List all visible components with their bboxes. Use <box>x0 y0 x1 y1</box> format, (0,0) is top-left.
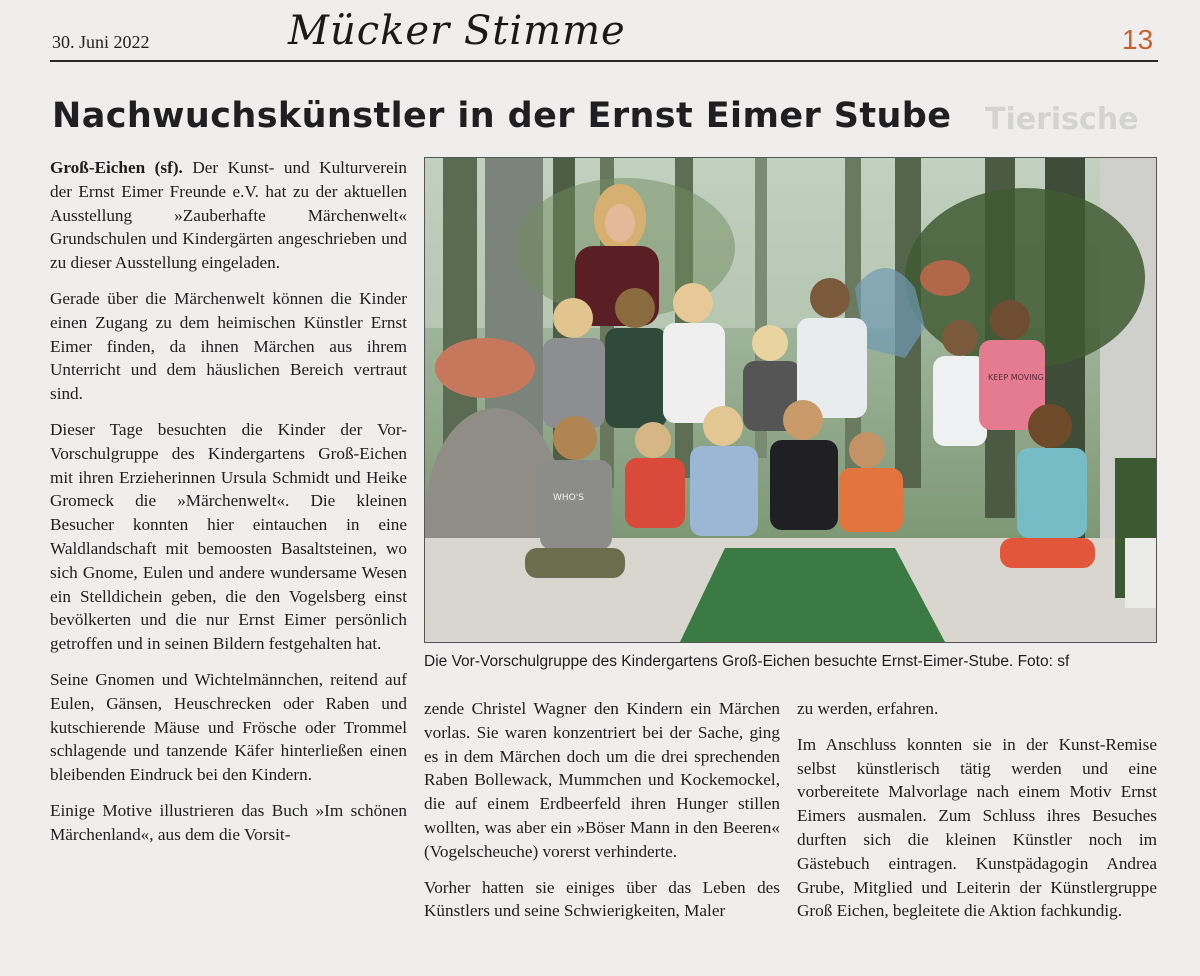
paragraph-4: Seine Gnomen und Wichtelmännchen, reitend auf Eulen, Gänsen, Heuschrecken oder Raben und kutschierende Mäuse und Frösche oder Trommel schlagende und tanzende Käfer hinterließen einen bleibenden Eindruck bei den Kindern. <box>50 669 407 785</box>
header-rule <box>50 60 1158 62</box>
header-date: 30. Juni 2022 <box>52 32 150 52</box>
article-column-3 <box>797 697 1157 935</box>
paragraph-6: zende Christel Wagner den Kindern ein Märchen vorlas. Sie waren konzentriert bei der Sache, ging es in dem Märchen doch um die drei sprechenden Raben Bollewack, Mummchen und Kockemockel, die auf einem Erdbeerfeld ihren Hunger stillen wollten, was aber ein »Böser Mann in den Beeren« (Vogelscheuche) vorerst verhinderte. <box>424 699 780 861</box>
article-photo <box>424 157 1157 643</box>
article-column-2 <box>424 697 780 935</box>
paragraph-1-text: Der Kunst- und Kulturverein der Ernst Eimer Freunde e.V. hat zu der aktuellen Ausstellung »Zauberhafte Märchenwelt« Grundschulen und Kindergärten angeschrieben und zu dieser Ausstellung eingeladen. <box>50 158 407 273</box>
shirt-text-1: KEEP MOVING <box>988 373 1044 382</box>
newspaper-name: Mücker Stimme <box>288 8 626 54</box>
neighbor-headline: Tierische <box>985 102 1139 137</box>
paragraph-8: zu werden, erfahren. <box>797 699 939 718</box>
paragraph-7: Vorher hatten sie einiges über das Leben des Künstlers und seine Schwierigkeiten, Maler <box>424 877 780 921</box>
photo-caption: Die Vor-Vorschulgruppe des Kindergartens Groß-Eichen besuchte Ernst-Eimer-Stube. Foto: sf <box>424 653 1070 670</box>
paragraph-9: Im Anschluss konnten sie in der Kunst-Remise selbst künstlerisch tätig werden und eine vorbereitete Malvorlage nach einem Motiv Ernst Eimers ausmalen. Zum Schluss ihres Besuches durften sich die kleinen Künstler noch im Gästebuch eintragen. Kunstpädagogin Andrea Grube, Mitglied und Leiterin der Künstlergruppe Groß Eichen, begleitete die Aktion fachkundig. <box>797 734 1157 921</box>
paragraph-2: Gerade über die Märchenwelt können die Kinder einen Zugang zu dem heimischen Künstler Ernst Eimer finden, da ihnen Märchen aus ihrem Unterricht und dem häuslichen Bereich vertraut sind. <box>50 288 407 404</box>
article-headline: Nachwuchskünstler in der Ernst Eimer Stube <box>52 96 952 136</box>
article-column-1 <box>50 156 407 859</box>
paragraph-3: Dieser Tage besuchten die Kinder der Vor-Vorschulgruppe des Kindergartens Groß-Eichen mit ihren Erzieherinnen Ursula Schmidt und Heike Gromeck die »Märchenwelt«. Die kleinen Besucher konnten hier eintauchen in eine Waldlandschaft mit bemoosten Basaltsteinen, wo sich Gnome, Eulen und andere wundersame Wesen ein Stelldichein geben, die den Vogelsberg einst bevölkerten und die nur Ernst Eimer persönlich getroffen und in seinen Bildern festgehalten hat. <box>50 419 407 654</box>
lead-location: Groß-Eichen (sf). <box>50 158 183 177</box>
shirt-text-2: WHO'S <box>553 493 584 503</box>
page-number: 13 <box>1122 24 1154 55</box>
paragraph-1 <box>50 156 407 275</box>
paragraph-5: Einige Motive illustrieren das Buch »Im schönen Märchenland«, aus dem die Vorsit- <box>50 800 407 844</box>
photo-illustration <box>425 158 1156 642</box>
